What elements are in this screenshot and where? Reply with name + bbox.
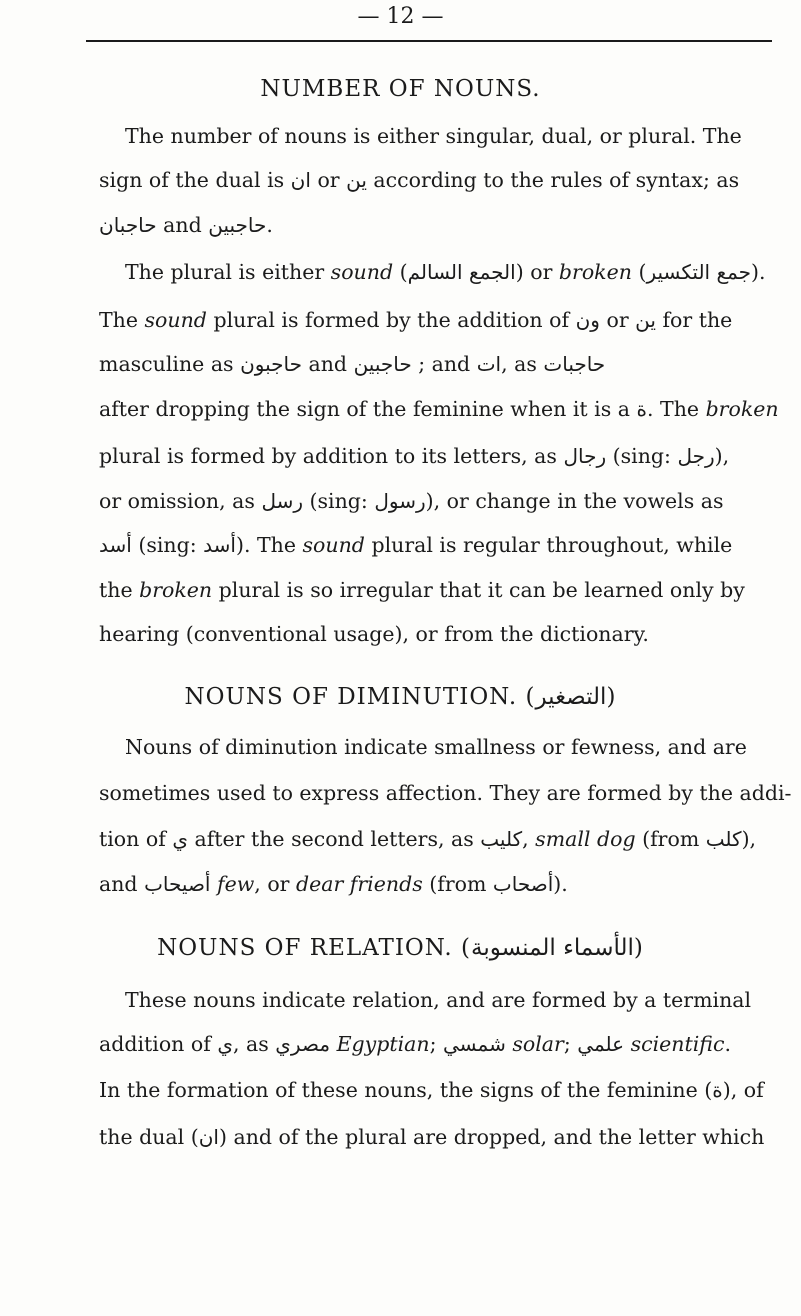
text-line: The plural is either sound (الجمع السالم) or broken (جمع التكسير). bbox=[125, 260, 766, 284]
header-rule bbox=[86, 40, 772, 42]
text-line: sign of the dual is ان or ين according to the rules of syntax; as bbox=[99, 168, 740, 192]
heading-nouns-of-relation: NOUNS OF RELATION. (الأسماء المنسوبة) bbox=[157, 935, 644, 961]
text-line: addition of ي, as مصري Egyptian; شمسي solar; علمي scientific. bbox=[99, 1032, 731, 1056]
text-line: plural is formed by addition to its letters, as رجال (sing: رجل), bbox=[99, 444, 730, 468]
text-line: The number of nouns is either singular, dual, or plural. The bbox=[125, 124, 742, 148]
page-number: — 12 — bbox=[357, 4, 444, 29]
heading-nouns-of-diminution: NOUNS OF DIMINUTION. (التصغير) bbox=[184, 684, 617, 710]
text-line: The sound plural is formed by the addition of ون or ين for the bbox=[99, 308, 733, 332]
text-line: or omission, as رسل (sing: رسول), or change in the vowels as bbox=[99, 489, 724, 513]
text-line: after dropping the sign of the feminine when it is a ة. The broken bbox=[99, 397, 779, 421]
text-line: masculine as حاجبون and حاجبين ; and ات, as حاجبات bbox=[99, 352, 606, 376]
text-line: Nouns of diminution indicate smallness or fewness, and are bbox=[125, 735, 747, 759]
text-line: حاجبان and حاجبين. bbox=[99, 213, 273, 237]
text-line: أسد (sing: أسد). The sound plural is regular throughout, while bbox=[99, 533, 733, 557]
heading-number-of-nouns: NUMBER OF NOUNS. bbox=[260, 76, 541, 102]
text-line: and أصيحاب few, or dear friends (from أصحاب). bbox=[99, 872, 568, 896]
text-line: In the formation of these nouns, the signs of the feminine (ة), of bbox=[99, 1078, 764, 1102]
text-line: the broken plural is so irregular that it can be learned only by bbox=[99, 578, 745, 602]
text-line: the dual (ان) and of the plural are dropped, and the letter which bbox=[99, 1125, 765, 1149]
text-line: These nouns indicate relation, and are formed by a terminal bbox=[125, 988, 752, 1012]
text-line: hearing (conventional usage), or from the dictionary. bbox=[99, 622, 649, 646]
text-line: sometimes used to express affection. They are formed by the addi- bbox=[99, 781, 792, 805]
text-line: tion of ي after the second letters, as كليب, small dog (from كلب), bbox=[99, 827, 757, 851]
